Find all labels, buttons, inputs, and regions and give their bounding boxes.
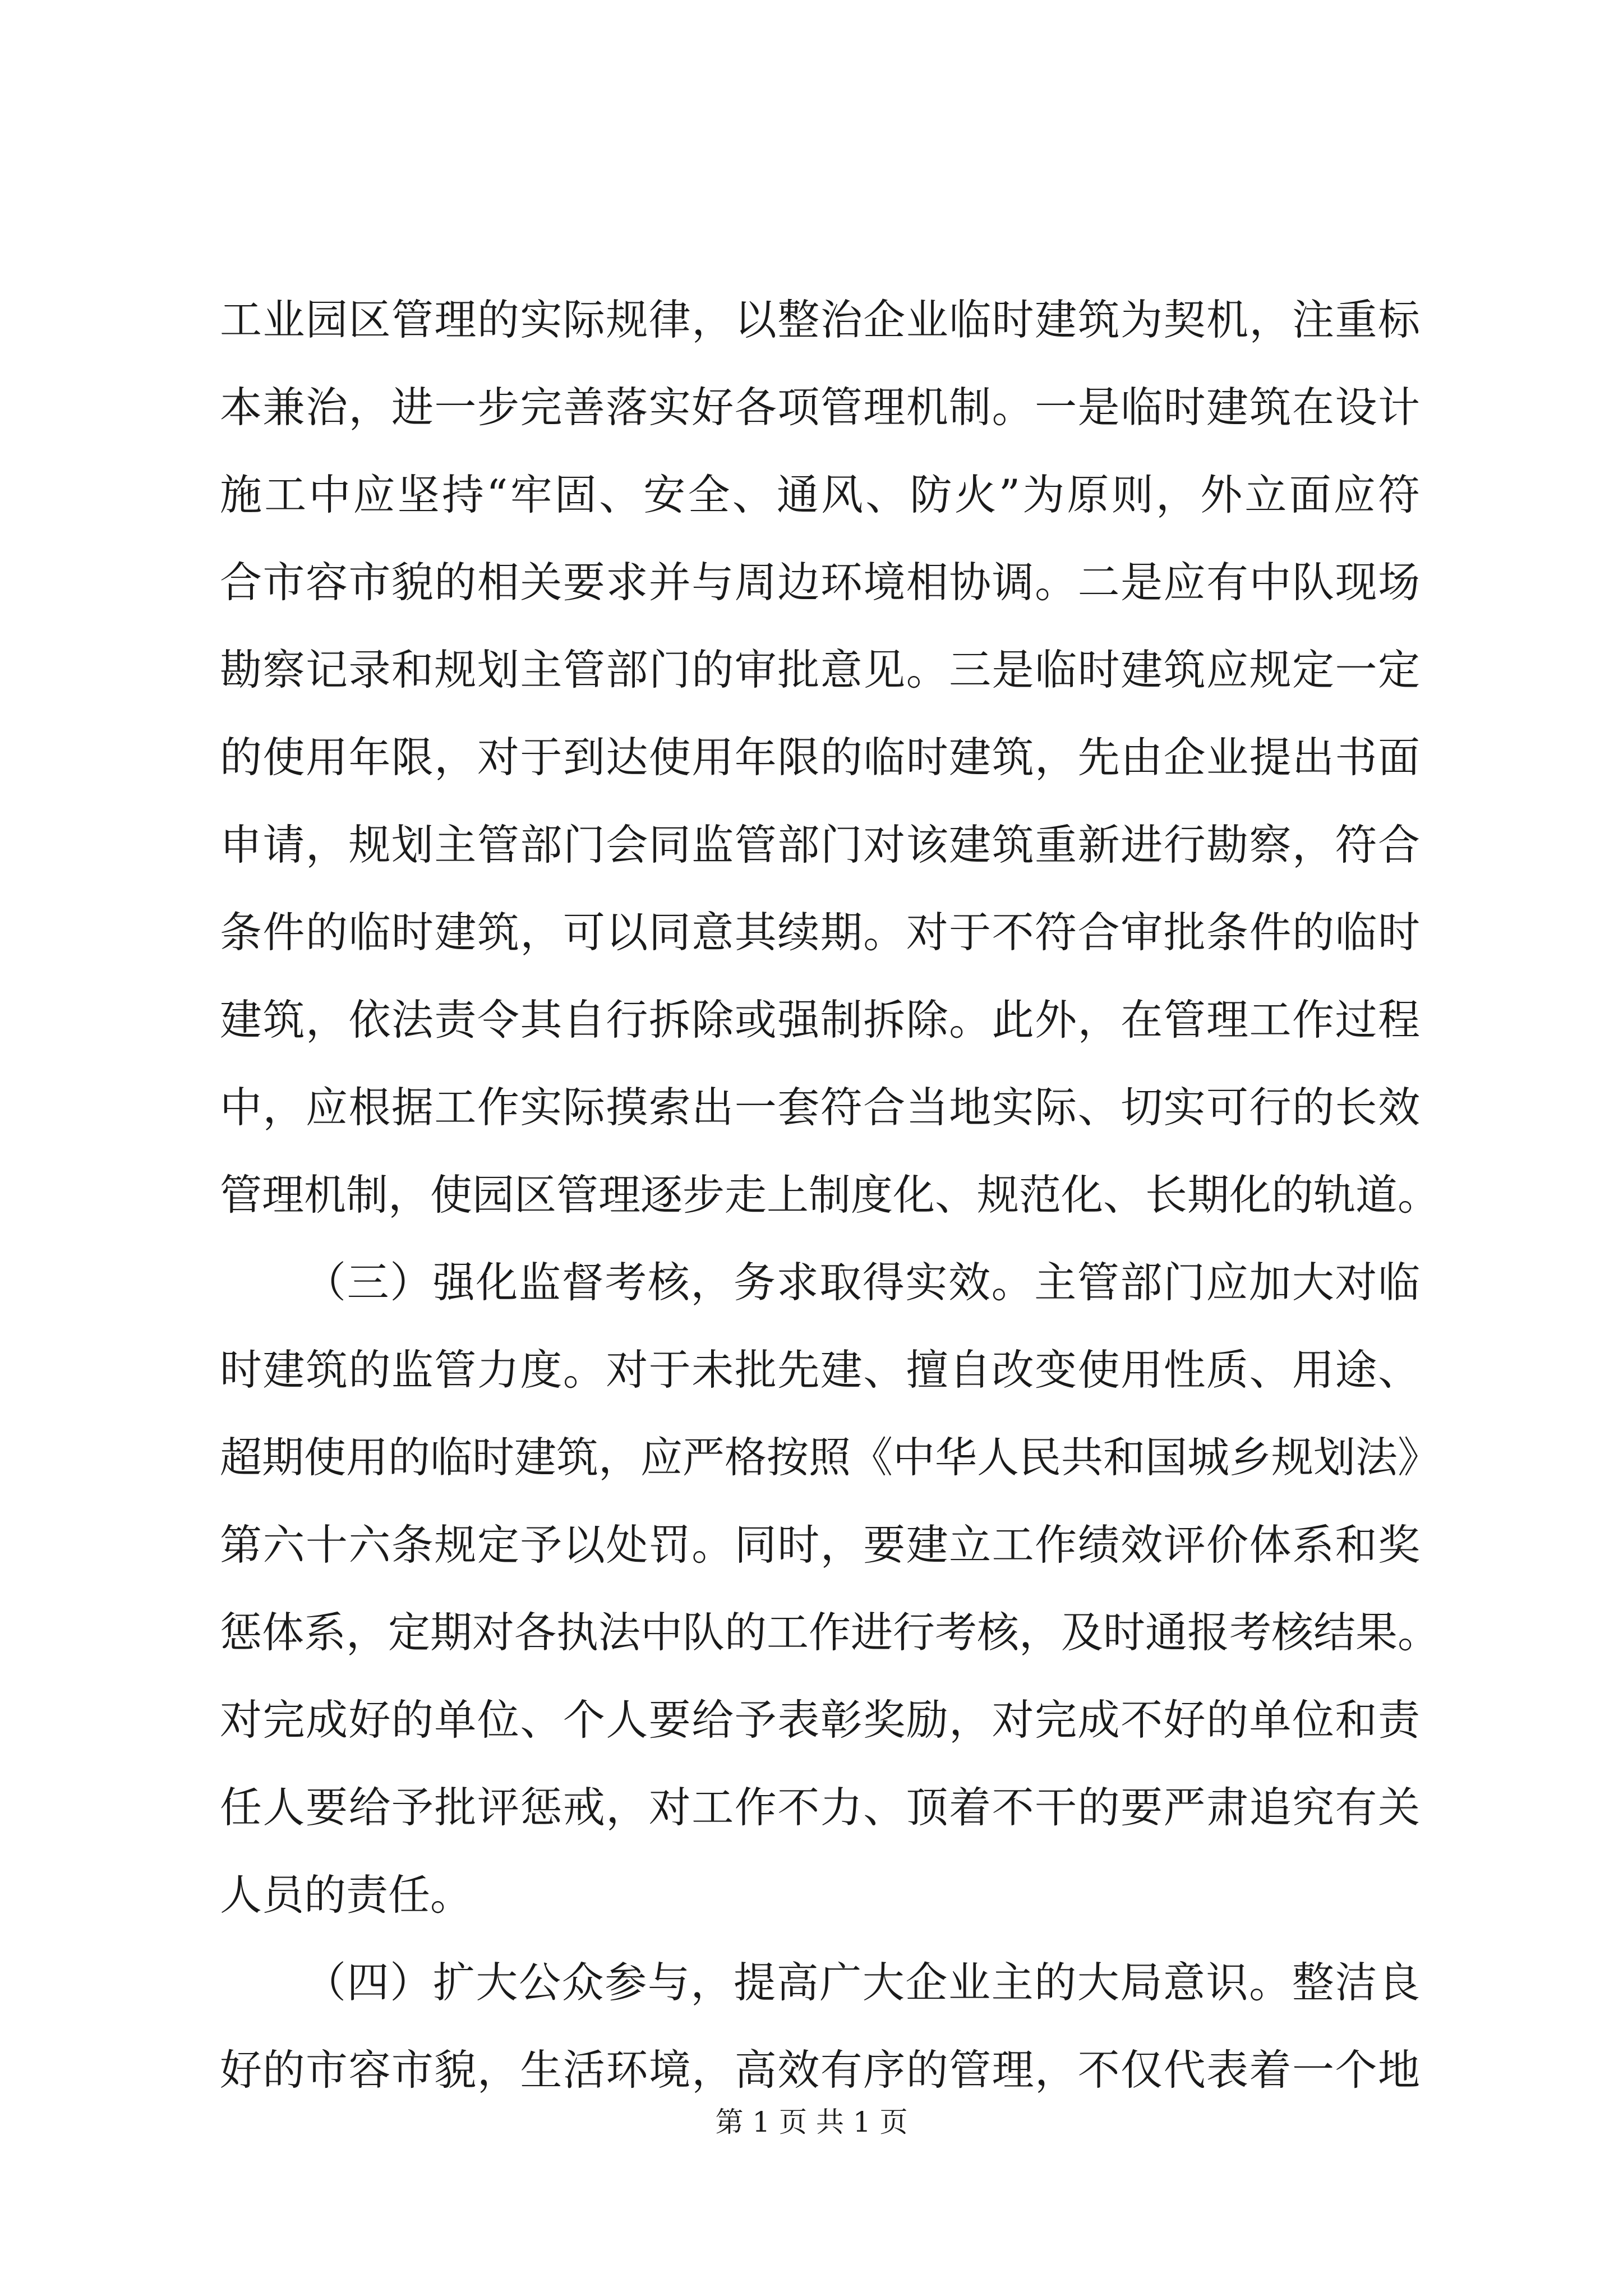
section-heading-line: （四）扩大公众参与，提高广大企业主的大局意识。整洁良: [304, 1958, 1420, 2007]
text-line: 工业园区管理的实际规律，以整治企业临时建筑为契机，注重标: [220, 295, 1420, 344]
text-line: 超期使用的临时建筑，应严格按照《中华人民共和国城乡规划法》: [220, 1433, 1440, 1482]
text-line: 时建筑的监管力度。对于未批先建、擅自改变使用性质、用途、: [220, 1345, 1420, 1395]
text-line: 的使用年限，对于到达使用年限的临时建筑，先由企业提出书面: [220, 733, 1420, 782]
document-body: [220, 276, 1440, 2114]
text-line: 施工中应坚持“牢固、安全、通风、防火”为原则，外立面应符: [220, 470, 1420, 519]
text-line: 惩体系，定期对各执法中队的工作进行考核，及时通报考核结果。: [220, 1608, 1440, 1657]
text-line: 中，应根据工作实际摸索出一套符合当地实际、切实可行的长效: [220, 1083, 1420, 1132]
text-line: 好的市容市貌，生活环境，高效有序的管理，不仅代表着一个地: [220, 2045, 1420, 2095]
text-line: 条件的临时建筑，可以同意其续期。对于不符合审批条件的临时: [220, 908, 1420, 957]
text-line: 第六十六条规定予以处罚。同时，要建立工作绩效评价体系和奖: [220, 1520, 1420, 1570]
text-line: 建筑，依法责令其自行拆除或强制拆除。此外，在管理工作过程: [220, 995, 1420, 1045]
text-line: 本兼治，进一步完善落实好各项管理机制。一是临时建筑在设计: [220, 383, 1420, 432]
text-line: 勘察记录和规划主管部门的审批意见。三是临时建筑应规定一定: [220, 645, 1420, 694]
text-line: 合市容市貌的相关要求并与周边环境相协调。二是应有中队现场: [220, 558, 1420, 607]
text-line: 任人要给予批评惩戒，对工作不力、顶着不干的要严肃追究有关: [220, 1783, 1420, 1832]
text-line: 对完成好的单位、个人要给予表彰奖励，对完成不好的单位和责: [220, 1695, 1420, 1745]
page-footer: 第 1 页 共 1 页: [715, 2106, 908, 2138]
text-line: 人员的责任。: [220, 1870, 473, 1920]
text-line: 申请，规划主管部门会同监管部门对该建筑重新进行勘察，符合: [220, 820, 1420, 869]
text-line: 管理机制，使园区管理逐步走上制度化、规范化、长期化的轨道。: [220, 1170, 1440, 1220]
section-heading-line: （三）强化监督考核，务求取得实效。主管部门应加大对临: [304, 1258, 1420, 1307]
